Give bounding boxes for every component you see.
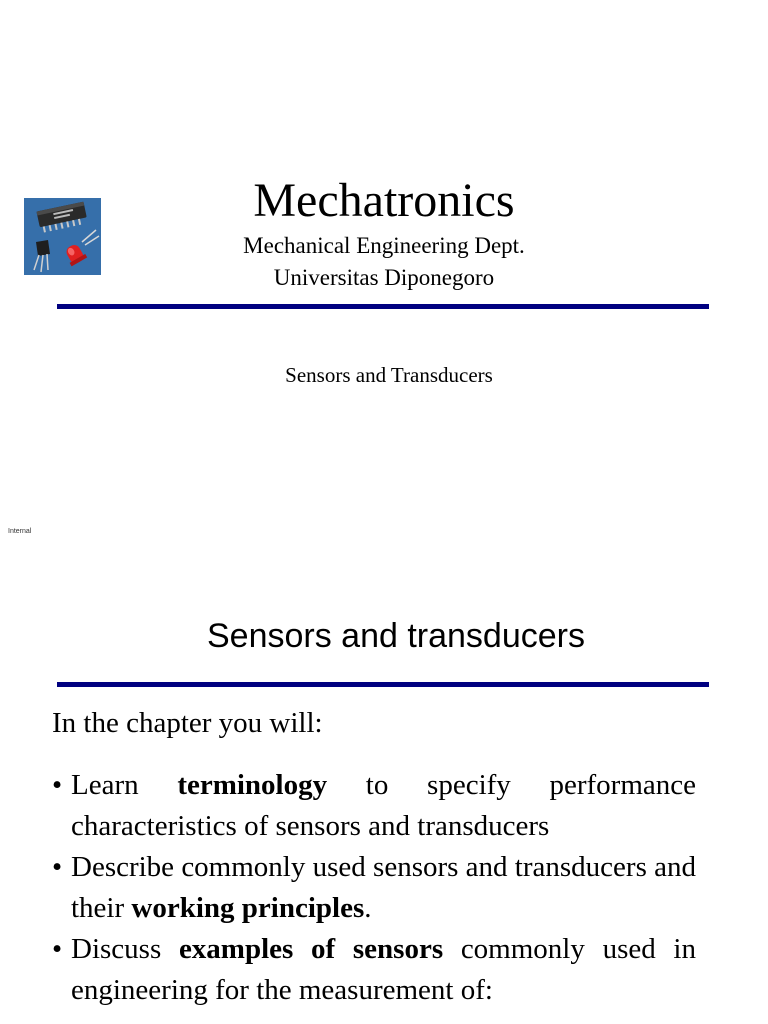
classification-label: Internal [8, 528, 32, 535]
emphasized-text: examples of sensors [178, 933, 444, 965]
university-name: Universitas Diponegoro [273, 265, 495, 290]
list-item-text: . [364, 892, 372, 924]
list-item [52, 847, 696, 929]
slide-topic: Sensors and Transducers [285, 363, 493, 387]
slide-title: Mechatronics [253, 174, 515, 227]
bullet-marker: • [52, 933, 63, 965]
emphasized-text: terminology [177, 769, 328, 801]
list-item-text: to specify performance characteristics of sensors and transducers [71, 769, 696, 842]
list-item-text: Discuss [71, 933, 179, 965]
list-item [52, 765, 696, 847]
heading-divider [57, 682, 709, 687]
emphasized-text: working principles [131, 892, 365, 924]
department-name: Mechanical Engineering Dept. [243, 233, 525, 258]
intro-text: In the chapter you will: [52, 707, 323, 739]
slide-heading: Sensors and transducers [207, 617, 585, 655]
list-item-text: commonly used in engineering for the measurement of: [71, 933, 696, 1006]
bullet-marker: • [52, 769, 63, 801]
list-item [52, 929, 696, 1011]
title-divider [57, 304, 709, 309]
list-item-text: Learn [71, 769, 178, 801]
list-item-text: Describe commonly used sensors and transducers and their [71, 851, 696, 924]
objectives-list [52, 765, 696, 1011]
bullet-marker: • [52, 851, 63, 883]
content-slide [0, 560, 768, 1024]
